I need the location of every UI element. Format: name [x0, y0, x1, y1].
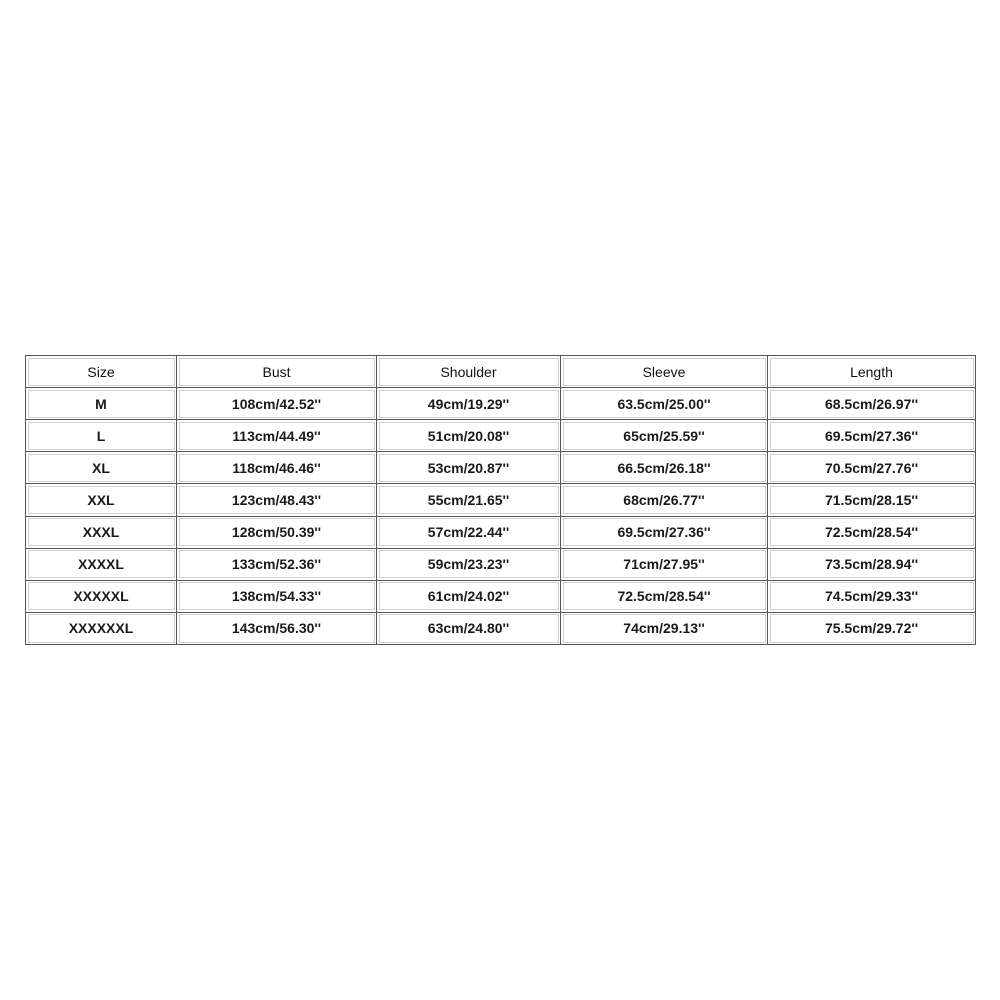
size-cell: XXL: [26, 484, 177, 516]
bust-cell: 133cm/52.36'': [177, 548, 377, 580]
header-length: Length: [768, 356, 976, 388]
size-cell: M: [26, 388, 177, 420]
shoulder-cell: 61cm/24.02'': [377, 580, 561, 612]
header-row: [26, 356, 976, 388]
length-cell: 73.5cm/28.94'': [768, 548, 976, 580]
sleeve-cell: 69.5cm/27.36'': [561, 516, 768, 548]
size-cell: XL: [26, 452, 177, 484]
sleeve-cell: 65cm/25.59'': [561, 420, 768, 452]
table-row: [26, 484, 976, 516]
length-cell: 74.5cm/29.33'': [768, 580, 976, 612]
shoulder-cell: 49cm/19.29'': [377, 388, 561, 420]
header-sleeve: Sleeve: [561, 356, 768, 388]
sleeve-cell: 71cm/27.95'': [561, 548, 768, 580]
bust-cell: 123cm/48.43'': [177, 484, 377, 516]
table-row: [26, 420, 976, 452]
length-cell: 71.5cm/28.15'': [768, 484, 976, 516]
length-cell: 75.5cm/29.72'': [768, 612, 976, 644]
length-cell: 69.5cm/27.36'': [768, 420, 976, 452]
sleeve-cell: 74cm/29.13'': [561, 612, 768, 644]
header-size: Size: [26, 356, 177, 388]
bust-cell: 138cm/54.33'': [177, 580, 377, 612]
header-shoulder: Shoulder: [377, 356, 561, 388]
size-cell: XXXL: [26, 516, 177, 548]
shoulder-cell: 57cm/22.44'': [377, 516, 561, 548]
length-cell: 68.5cm/26.97'': [768, 388, 976, 420]
bust-cell: 143cm/56.30'': [177, 612, 377, 644]
shoulder-cell: 53cm/20.87'': [377, 452, 561, 484]
bust-cell: 128cm/50.39'': [177, 516, 377, 548]
bust-cell: 108cm/42.52'': [177, 388, 377, 420]
shoulder-cell: 63cm/24.80'': [377, 612, 561, 644]
table-row: [26, 612, 976, 644]
sleeve-cell: 68cm/26.77'': [561, 484, 768, 516]
length-cell: 70.5cm/27.76'': [768, 452, 976, 484]
sleeve-cell: 72.5cm/28.54'': [561, 580, 768, 612]
shoulder-cell: 55cm/21.65'': [377, 484, 561, 516]
header-bust: Bust: [177, 356, 377, 388]
sleeve-cell: 66.5cm/26.18'': [561, 452, 768, 484]
size-cell: XXXXXXL: [26, 612, 177, 644]
length-cell: 72.5cm/28.54'': [768, 516, 976, 548]
bust-cell: 118cm/46.46'': [177, 452, 377, 484]
size-chart-table: [25, 355, 976, 645]
size-cell: XXXXL: [26, 548, 177, 580]
sleeve-cell: 63.5cm/25.00'': [561, 388, 768, 420]
shoulder-cell: 59cm/23.23'': [377, 548, 561, 580]
shoulder-cell: 51cm/20.08'': [377, 420, 561, 452]
table-row: [26, 452, 976, 484]
bust-cell: 113cm/44.49'': [177, 420, 377, 452]
table-row: [26, 388, 976, 420]
table-row: [26, 580, 976, 612]
table-row: [26, 548, 976, 580]
table-row: [26, 516, 976, 548]
size-cell: XXXXXL: [26, 580, 177, 612]
size-cell: L: [26, 420, 177, 452]
